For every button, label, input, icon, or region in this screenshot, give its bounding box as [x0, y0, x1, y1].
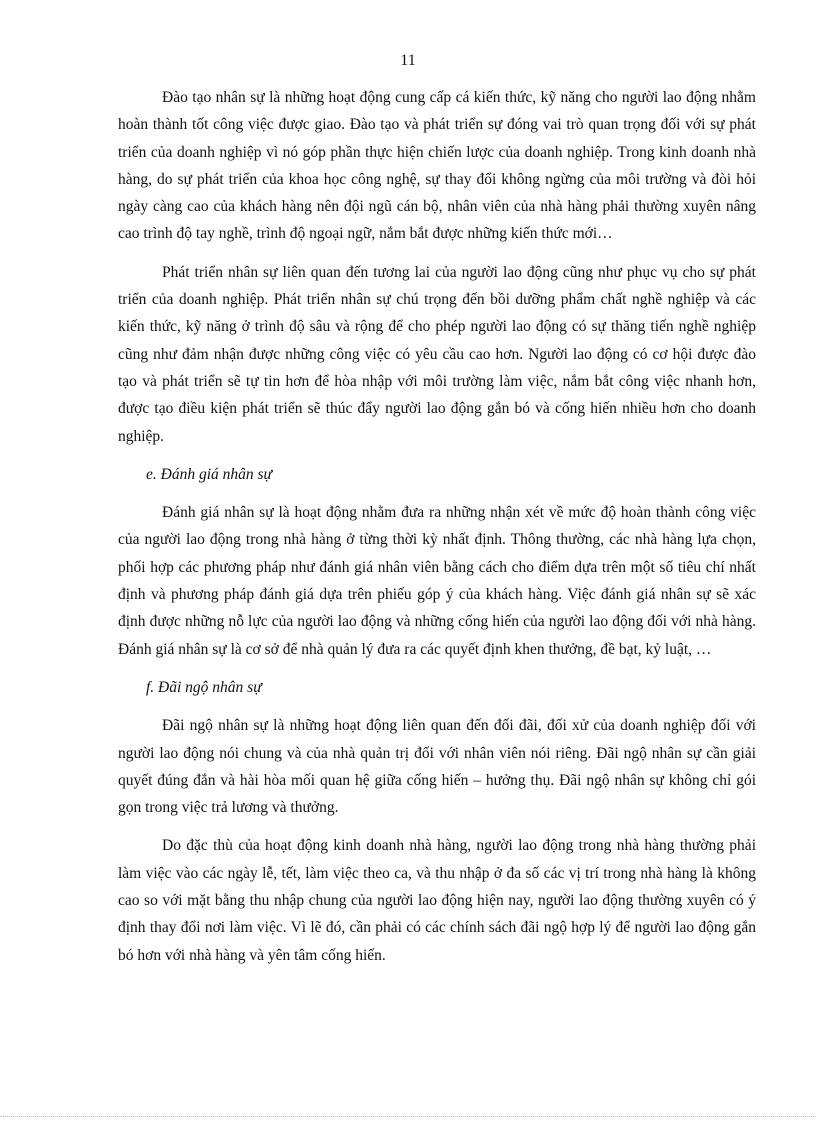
- document-body: [118, 84, 756, 980]
- paragraph-compensation-policy: Do đặc thù của hoạt động kinh doanh nhà hàng, người lao động trong nhà hàng thường phải làm việc vào các ngày lễ, tết, làm việc theo ca, và thu nhập ở đa số các vị trí trong nhà hàng là không cao so với mặt bằng thu nhập chung của người lao động hiện nay, người lao động thường xuyên có ý định thay đổi nơi làm việc. Vì lẽ đó, cần phải có các chính sách đãi ngộ hợp lý để người lao động gắn bó hơn với nhà hàng và yên tâm cống hiến.: [118, 837, 756, 964]
- heading-evaluation: e. Đánh giá nhân sự: [146, 465, 272, 483]
- heading-compensation: f. Đãi ngộ nhân sự: [146, 678, 262, 696]
- paragraph-compensation: Đãi ngộ nhân sự là những hoạt động liên quan đến đối đãi, đối xử của doanh nghiệp đối với người lao động nói chung và của nhà quản trị đối với nhân viên nói riêng. Đãi ngộ nhân sự cần giải quyết đúng đắn và hài hòa mối quan hệ giữa cống hiến – hưởng thụ. Đãi ngộ nhân sự không chỉ gói gọn trong việc trả lương và thưởng.: [118, 717, 756, 817]
- page-number: 11: [400, 52, 416, 69]
- paragraph-evaluation: Đánh giá nhân sự là hoạt động nhằm đưa ra những nhận xét về mức độ hoàn thành công việc của người lao động trong nhà hàng ở từng thời kỳ nhất định. Thông thường, các nhà hàng lựa chọn, phối hợp các phương pháp như đánh giá nhân viên bằng cách cho điểm dựa trên một số tiêu chí nhất định và phương pháp đánh giá dựa trên phiếu góp ý của khách hàng. Việc đánh giá nhân sự sẽ xác định được những nỗ lực của người lao động và những cống hiến của người lao động đối với nhà hàng. Đánh giá nhân sự là cơ sở để nhà quản lý đưa ra các quyết định khen thưởng, đề bạt, kỷ luật, …: [118, 504, 756, 658]
- paragraph-development: Phát triển nhân sự liên quan đến tương lai của người lao động cũng như phục vụ cho sự phát triển của doanh nghiệp. Phát triển nhân sự chú trọng đến bồi dưỡng phẩm chất nghề nghiệp và các kiến thức, kỹ năng ở trình độ sâu và rộng để cho phép người lao động có sự thăng tiến nghề nghiệp cũng như đảm nhận được những công việc có yêu cầu cao hơn. Người lao động có cơ hội được đào tạo và phát triển sẽ tự tin hơn để hòa nhập với môi trường làm việc, nắm bắt công việc nhanh hơn, được tạo điều kiện phát triển sẽ thúc đẩy người lao động gắn bó và cống hiến nhiều hơn cho doanh nghiệp.: [118, 263, 756, 445]
- paragraph-training: Đào tạo nhân sự là những hoạt động cung cấp cá kiến thức, kỹ năng cho người lao động nhằm hoàn thành tốt công việc được giao. Đào tạo và phát triển sự đóng vai trò quan trọng đối với sự phát triển của doanh nghiệp vì nó góp phần thực hiện chiến lược của doanh nghiệp. Trong kinh doanh nhà hàng, do sự phát triển của khoa học công nghệ, sự thay đổi không ngừng của môi trường và đòi hỏi ngày càng cao của khách hàng nên đội ngũ cán bộ, nhân viên của nhà hàng phải thường xuyên nâng cao trình độ tay nghề, trình độ ngoại ngữ, nắm bắt được những kiến thức mới…: [118, 89, 756, 243]
- page-bottom-divider: [0, 1116, 816, 1117]
